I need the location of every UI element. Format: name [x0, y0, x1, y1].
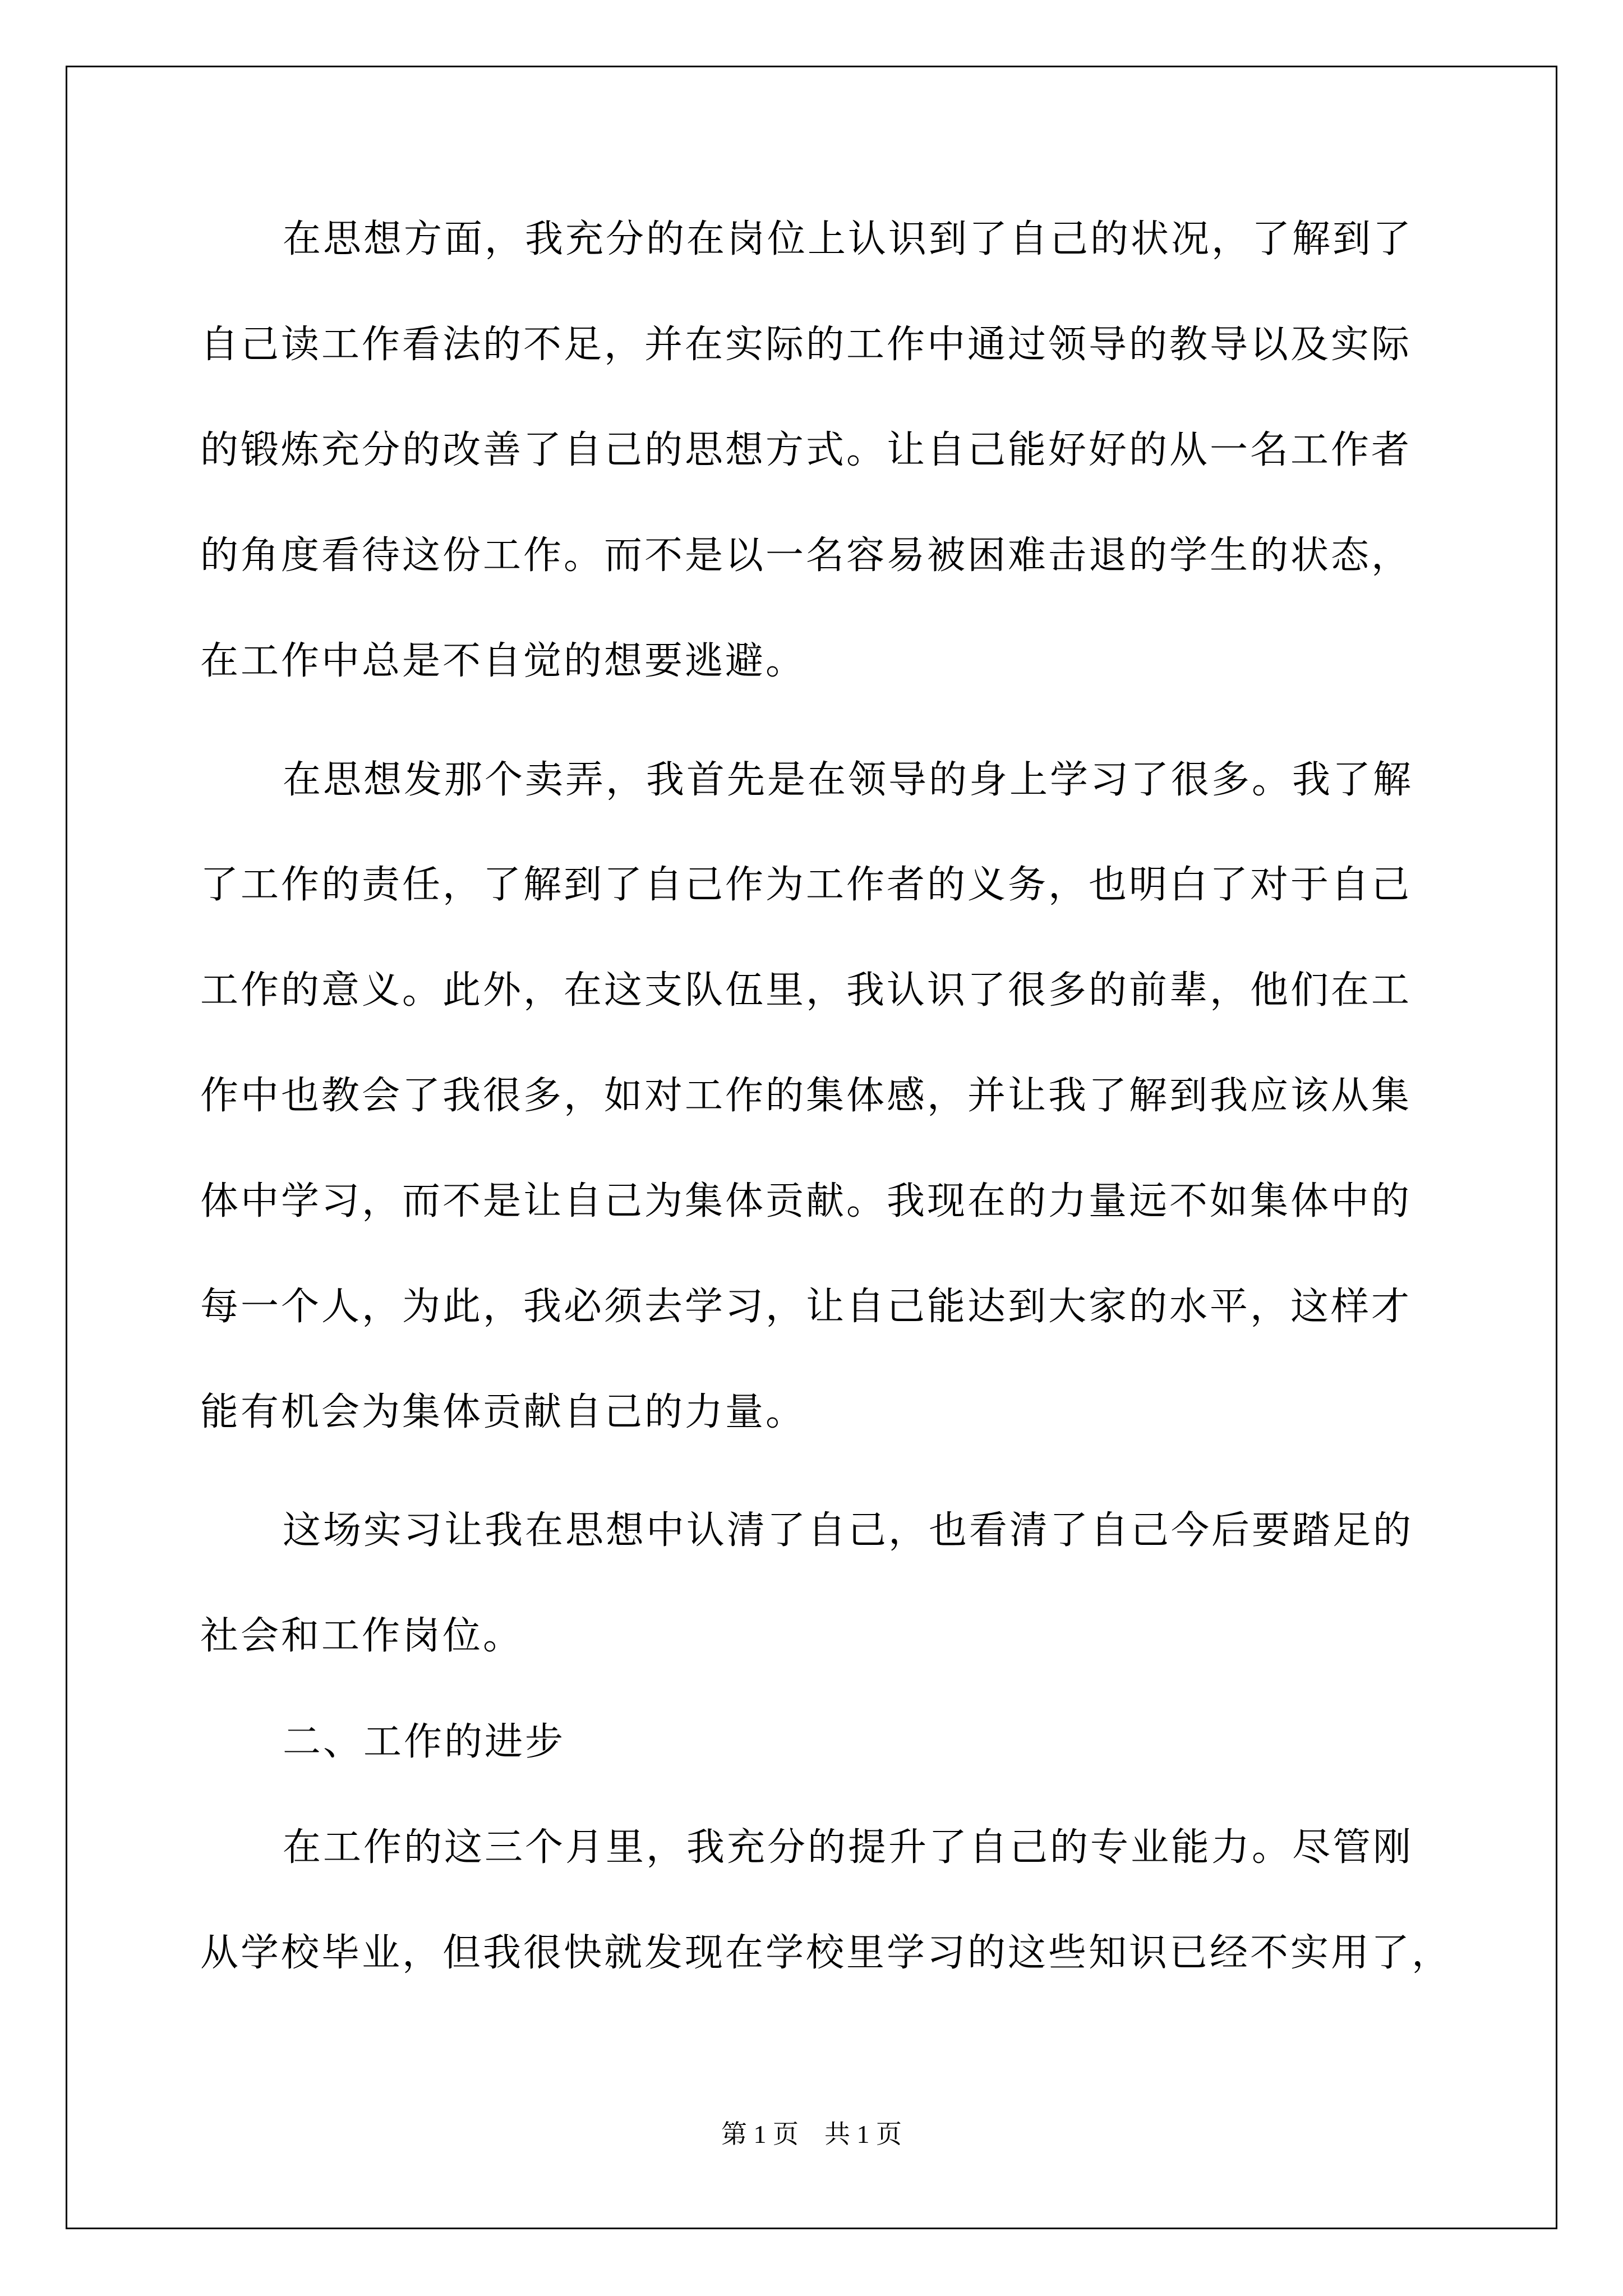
page-number-footer: 第 1 页 共 1 页 — [721, 2120, 902, 2148]
paragraph-3-line-1: 这场实习让我在思想中认清了自己，也看清了自己今后要踏足的 — [283, 1508, 1414, 1553]
paragraph-1-line-1: 在思想方面，我充分的在岗位上认识到了自己的状况，了解到了 — [283, 217, 1414, 261]
paragraph-5-line-2: 从学校毕业，但我很快就发现在学校里学习的这些知识已经不实用了， — [200, 1931, 1453, 1975]
paragraph-2-line-3: 工作的意义。此外，在这支队伍里，我认识了很多的前辈，他们在工 — [200, 968, 1412, 1013]
paragraph-2-line-6: 每一个人，为此，我必须去学习，让自己能达到大家的水平，这样才 — [200, 1285, 1412, 1329]
paragraph-1-line-3: 的锻炼充分的改善了自己的思想方式。让自己能好好的从一名工作者 — [200, 428, 1412, 472]
paragraph-2-line-2: 了工作的责任，了解到了自己作为工作者的义务，也明白了对于自己 — [200, 863, 1412, 907]
paragraph-2-line-5: 体中学习，而不是让自己为集体贡献。我现在的力量远不如集体中的 — [200, 1179, 1412, 1223]
paragraph-3-line-2: 社会和工作岗位。 — [200, 1614, 524, 1658]
paragraph-1-line-4: 的角度看待这份工作。而不是以一名容易被困难击退的学生的状态， — [200, 533, 1412, 578]
paragraph-1-line-2: 自己读工作看法的不足，并在实际的工作中通过领导的教导以及实际 — [200, 323, 1412, 367]
paragraph-2-line-1: 在思想发那个卖弄，我首先是在领导的身上学习了很多。我了解 — [283, 758, 1414, 802]
section-heading: 二、工作的进步 — [283, 1720, 566, 1764]
page-border — [66, 66, 1557, 2229]
paragraph-2-line-7: 能有机会为集体贡献自己的力量。 — [200, 1390, 806, 1434]
paragraph-2-line-4: 作中也教会了我很多，如对工作的集体感，并让我了解到我应该从集 — [200, 1074, 1412, 1118]
paragraph-1-line-5: 在工作中总是不自觉的想要逃避。 — [200, 639, 806, 683]
paragraph-5-line-1: 在工作的这三个月里，我充分的提升了自己的专业能力。尽管刚 — [283, 1825, 1414, 1870]
